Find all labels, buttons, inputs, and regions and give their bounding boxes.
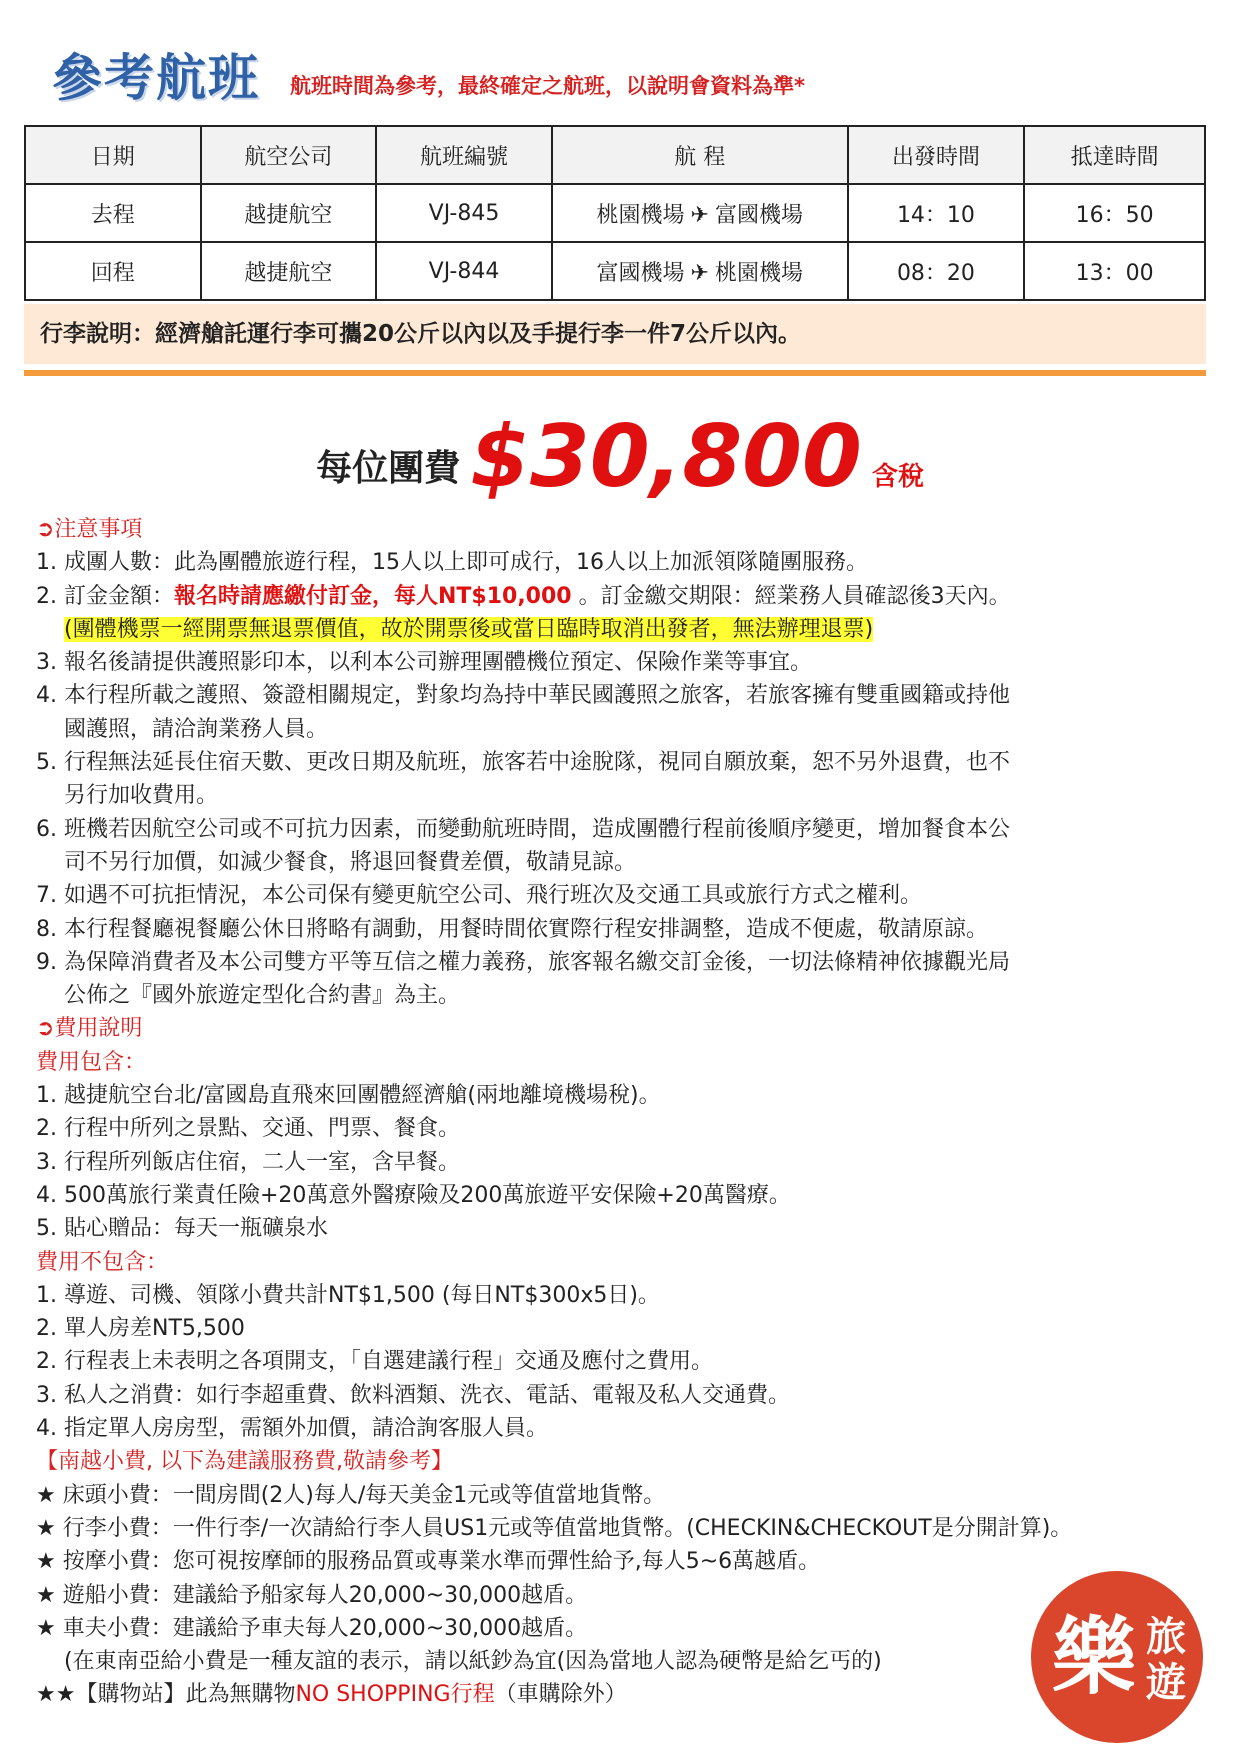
logo-side-top: 旅 (1146, 1614, 1186, 1660)
list-item: 5. 行程無法延長住宿天數、更改日期及航班，旅客若中途脫隊，視同自願放棄，恕不另外退費，也不 (36, 750, 1010, 776)
airplane-icon: ✈ (690, 260, 709, 286)
shopping-suffix: （車購除外） (494, 1682, 627, 1708)
list-item: 2. 行程表上未表明之各項開支，「自選建議行程」交通及應付之費用。 (36, 1349, 713, 1375)
deposit-deadline: 。訂金繳交期限：經業務人員確認後3天內。 (571, 583, 1011, 609)
brand-logo (1028, 1568, 1206, 1746)
list-item: 9. 為保障消費者及本公司雙方平等互信之權力義務，旅客報名繳交訂金後，一切法條精神依據觀光局 (36, 949, 1010, 975)
list-item: 7. 如遇不可抗拒情況，本公司保有變更航空公司、飛行班次及交通工具或旅行方式之權利。 (36, 883, 922, 909)
price-label: 每位團費 (316, 448, 461, 489)
list-item: 2. 行程中所列之景點、交通、門票、餐食。 (36, 1116, 460, 1142)
price-tax-note: 含稅 (871, 462, 924, 492)
flight-table (24, 125, 1206, 301)
route-to: 桃園機場 (714, 260, 803, 286)
list-item: 2. 單人房差NT5,500 (36, 1316, 245, 1342)
deposit-label: 2. 訂金金額： (36, 583, 174, 609)
tips-heading: 【南越小費, 以下為建議服務費,敬請參考】 (36, 1449, 453, 1475)
flight-date: 回程 (25, 242, 201, 300)
list-item: 6. 班機若因航空公司或不可抗力因素，而變動航班時間，造成團體行程前後順序變更，增加餐食本公 (36, 816, 1010, 842)
flight-date: 去程 (25, 184, 201, 242)
list-item: 4. 指定單人房房型，需額外加價，請洽詢客服人員。 (36, 1416, 548, 1442)
flight-number: VJ-844 (376, 242, 552, 300)
flight-number: VJ-845 (376, 184, 552, 242)
column-header: 航空公司 (201, 126, 377, 184)
column-header: 航班編號 (376, 126, 552, 184)
route-to: 富國機場 (714, 202, 803, 228)
route-from: 桃園機場 (596, 202, 685, 228)
arrive-time: 16：50 (1024, 184, 1205, 242)
column-header: 出發時間 (848, 126, 1025, 184)
depart-time: 08：20 (848, 242, 1025, 300)
list-item: ★ 按摩小費：您可視按摩師的服務品質或專業水準而彈性給予,每人5~6萬越盾。 (36, 1549, 821, 1575)
list-item: 1. 越捷航空台北/富國島直飛來回團體經濟艙(兩地離境機場稅)。 (36, 1083, 661, 1109)
list-item (36, 613, 1206, 646)
list-item: 4. 500萬旅行業責任險+20萬意外醫療險及200萬旅遊平安保險+20萬醫療。 (36, 1182, 791, 1208)
column-header: 抵達時間 (1024, 126, 1205, 184)
flight-route (552, 184, 848, 242)
flight-airline: 越捷航空 (201, 184, 377, 242)
logo-main-char: 樂 (1051, 1608, 1137, 1706)
table-row (25, 242, 1205, 300)
page-header (52, 40, 805, 110)
list-item: 司不另行加價，如減少餐食，將退回餐費差價，敬請見諒。 (64, 849, 637, 875)
column-header: 日期 (25, 126, 201, 184)
list-item: (在東南亞給小費是一種友誼的表示，請以紙鈔為宜(因為當地人認為硬幣是給乞丐的) (64, 1649, 882, 1675)
shopping-prefix: ★★【購物站】此為無購物 (36, 1682, 296, 1708)
page-title: 參考航班 (52, 49, 260, 107)
airplane-icon: ✈ (690, 202, 709, 228)
list-item: ★ 床頭小費：一間房間(2人)每人/每天美金1元或等值當地貨幣。 (36, 1482, 666, 1508)
logo-side-bottom: 遊 (1146, 1660, 1186, 1706)
baggage-note: 行李說明：經濟艙託運行李可攜20公斤以內以及手提行李一件7公斤以內。 (24, 304, 1206, 364)
deposit-amount: 報名時請應繳付訂金，每人NT$10,000 (173, 583, 572, 609)
included-heading: 費用包含： (36, 1049, 147, 1075)
price-banner (0, 405, 1240, 505)
highlighted-refund-note: (團體機票一經開票無退票價值，故於開票後或當日臨時取消出發者，無法辦理退票) (64, 616, 874, 642)
notes-heading: ➲注意事項 (36, 517, 143, 542)
fees-heading: ➲費用說明 (36, 1016, 143, 1042)
list-item: 3. 報名後請提供護照影印本，以利本公司辦理團體機位預定、保險作業等事宜。 (36, 650, 812, 676)
no-shopping-label: NO SHOPPING行程 (295, 1682, 495, 1708)
terms-content (36, 513, 1206, 1712)
arrive-time: 13：00 (1024, 242, 1205, 300)
list-item: 另行加收費用。 (64, 783, 219, 809)
list-item: 4. 本行程所載之護照、簽證相關規定，對象均為持中華民國護照之旅客，若旅客擁有雙重國籍或持他 (36, 683, 1010, 709)
flight-route (552, 242, 848, 300)
price-amount: $30,800 (470, 407, 862, 507)
list-item: 公佈之『國外旅遊定型化合約書』為主。 (64, 983, 461, 1009)
table-row (25, 184, 1205, 242)
list-item: 5. 貼心贈品：每天一瓶礦泉水 (36, 1216, 328, 1242)
list-item: 1. 成團人數：此為團體旅遊行程，15人以上即可成行，16人以上加派領隊隨團服務。 (36, 550, 868, 576)
column-header: 航 程 (552, 126, 848, 184)
list-item: ★ 行李小費：一件行李/一次請給行李人員US1元或等值當地貨幣。(CHECKIN&CHECKOUT是分開計算)。 (36, 1515, 1073, 1541)
list-item: 1. 導遊、司機、領隊小費共計NT$1,500 (每日NT$300x5日)。 (36, 1282, 660, 1308)
route-from: 富國機場 (596, 260, 685, 286)
flight-airline: 越捷航空 (201, 242, 377, 300)
list-item: ★ 車夫小費：建議給予車夫每人20,000~30,000越盾。 (36, 1615, 588, 1641)
table-header-row (25, 126, 1205, 184)
list-item (36, 580, 1206, 613)
list-item: 國護照，請洽詢業務人員。 (64, 716, 329, 742)
excluded-heading: 費用不包含： (36, 1249, 169, 1275)
orange-divider (24, 370, 1206, 376)
list-item: 3. 行程所列飯店住宿，二人一室，含早餐。 (36, 1149, 460, 1175)
list-item: ★ 遊船小費：建議給予船家每人20,000~30,000越盾。 (36, 1582, 588, 1608)
page-subtitle: 航班時間為參考，最終確定之航班，以說明會資料為準* (290, 74, 805, 98)
list-item: 8. 本行程餐廳視餐廳公休日將略有調動，用餐時間依實際行程安排調整，造成不便處，敬請原諒。 (36, 916, 988, 942)
depart-time: 14：10 (848, 184, 1025, 242)
list-item: 3. 私人之消費：如行李超重費、飲料酒類、洗衣、電話、電報及私人交通費。 (36, 1382, 790, 1408)
